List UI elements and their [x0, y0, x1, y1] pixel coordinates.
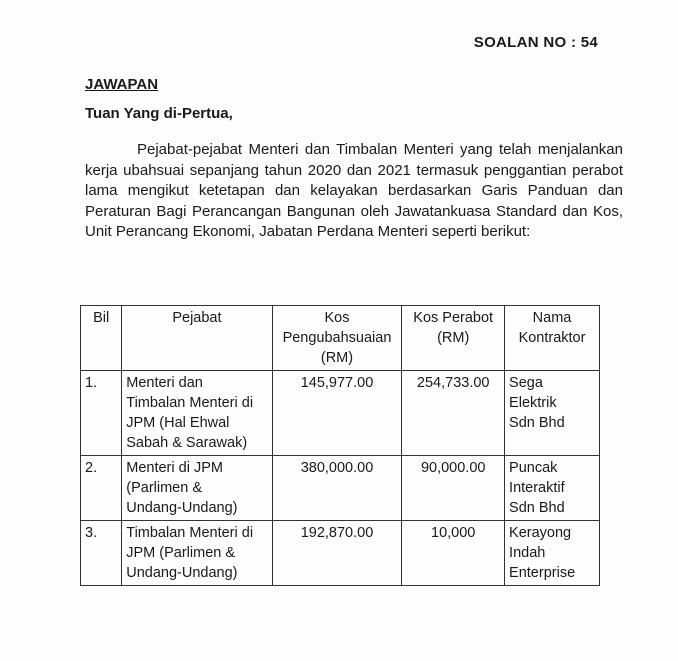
cell-kontraktor: Sega Elektrik Sdn Bhd — [505, 371, 600, 456]
cell-perabot: 90,000.00 — [402, 456, 505, 521]
header-kos-pengubahsuaian: Kos Pengubahsuaian (RM) — [272, 306, 402, 371]
salutation: Tuan Yang di-Pertua, — [85, 105, 233, 122]
cell-perabot: 254,733.00 — [402, 371, 505, 456]
cell-bil: 2. — [81, 456, 122, 521]
table-header-row — [81, 306, 600, 371]
renovation-cost-table — [80, 305, 600, 586]
answer-heading: JAWAPAN — [85, 76, 159, 93]
cell-pejabat: Menteri dan Timbalan Menteri di JPM (Hal Ehwal Sabah & Sarawak) — [122, 371, 272, 456]
cell-kontraktor: Puncak Interaktif Sdn Bhd — [505, 456, 600, 521]
table-row — [81, 521, 600, 586]
cell-pejabat: Timbalan Menteri di JPM (Parlimen & Undang-Undang) — [122, 521, 272, 586]
table-row — [81, 371, 600, 456]
header-nama-kontraktor: Nama Kontraktor — [505, 306, 600, 371]
header-pejabat: Pejabat — [122, 306, 272, 371]
answer-paragraph-text: Pejabat-pejabat Menteri dan Timbalan Menteri yang telah menjalankan kerja ubahsuai sepanjang tahun 2020 dan 2021 termasuk penggantian perabot lama mengikut ketetapan dan kelayakan berdasarkan Garis Panduan dan Peraturan Bagi Perancangan Bangunan oleh Jawatankuasa Standard dan Kos, Unit Perancang Ekonomi, Jabatan Perdana Menteri seperti berikut: — [85, 141, 623, 240]
answer-paragraph — [85, 140, 623, 243]
cell-kontraktor: Kerayong Indah Enterprise — [505, 521, 600, 586]
header-bil: Bil — [81, 306, 122, 371]
cell-kos: 380,000.00 — [272, 456, 402, 521]
cell-kos: 192,870.00 — [272, 521, 402, 586]
cell-perabot: 10,000 — [402, 521, 505, 586]
cell-bil: 3. — [81, 521, 122, 586]
table-row — [81, 456, 600, 521]
question-number: SOALAN NO : 54 — [473, 34, 598, 51]
cell-bil: 1. — [81, 371, 122, 456]
cell-kos: 145,977.00 — [272, 371, 402, 456]
header-kos-perabot: Kos Perabot (RM) — [402, 306, 505, 371]
cell-pejabat: Menteri di JPM (Parlimen & Undang-Undang) — [122, 456, 272, 521]
